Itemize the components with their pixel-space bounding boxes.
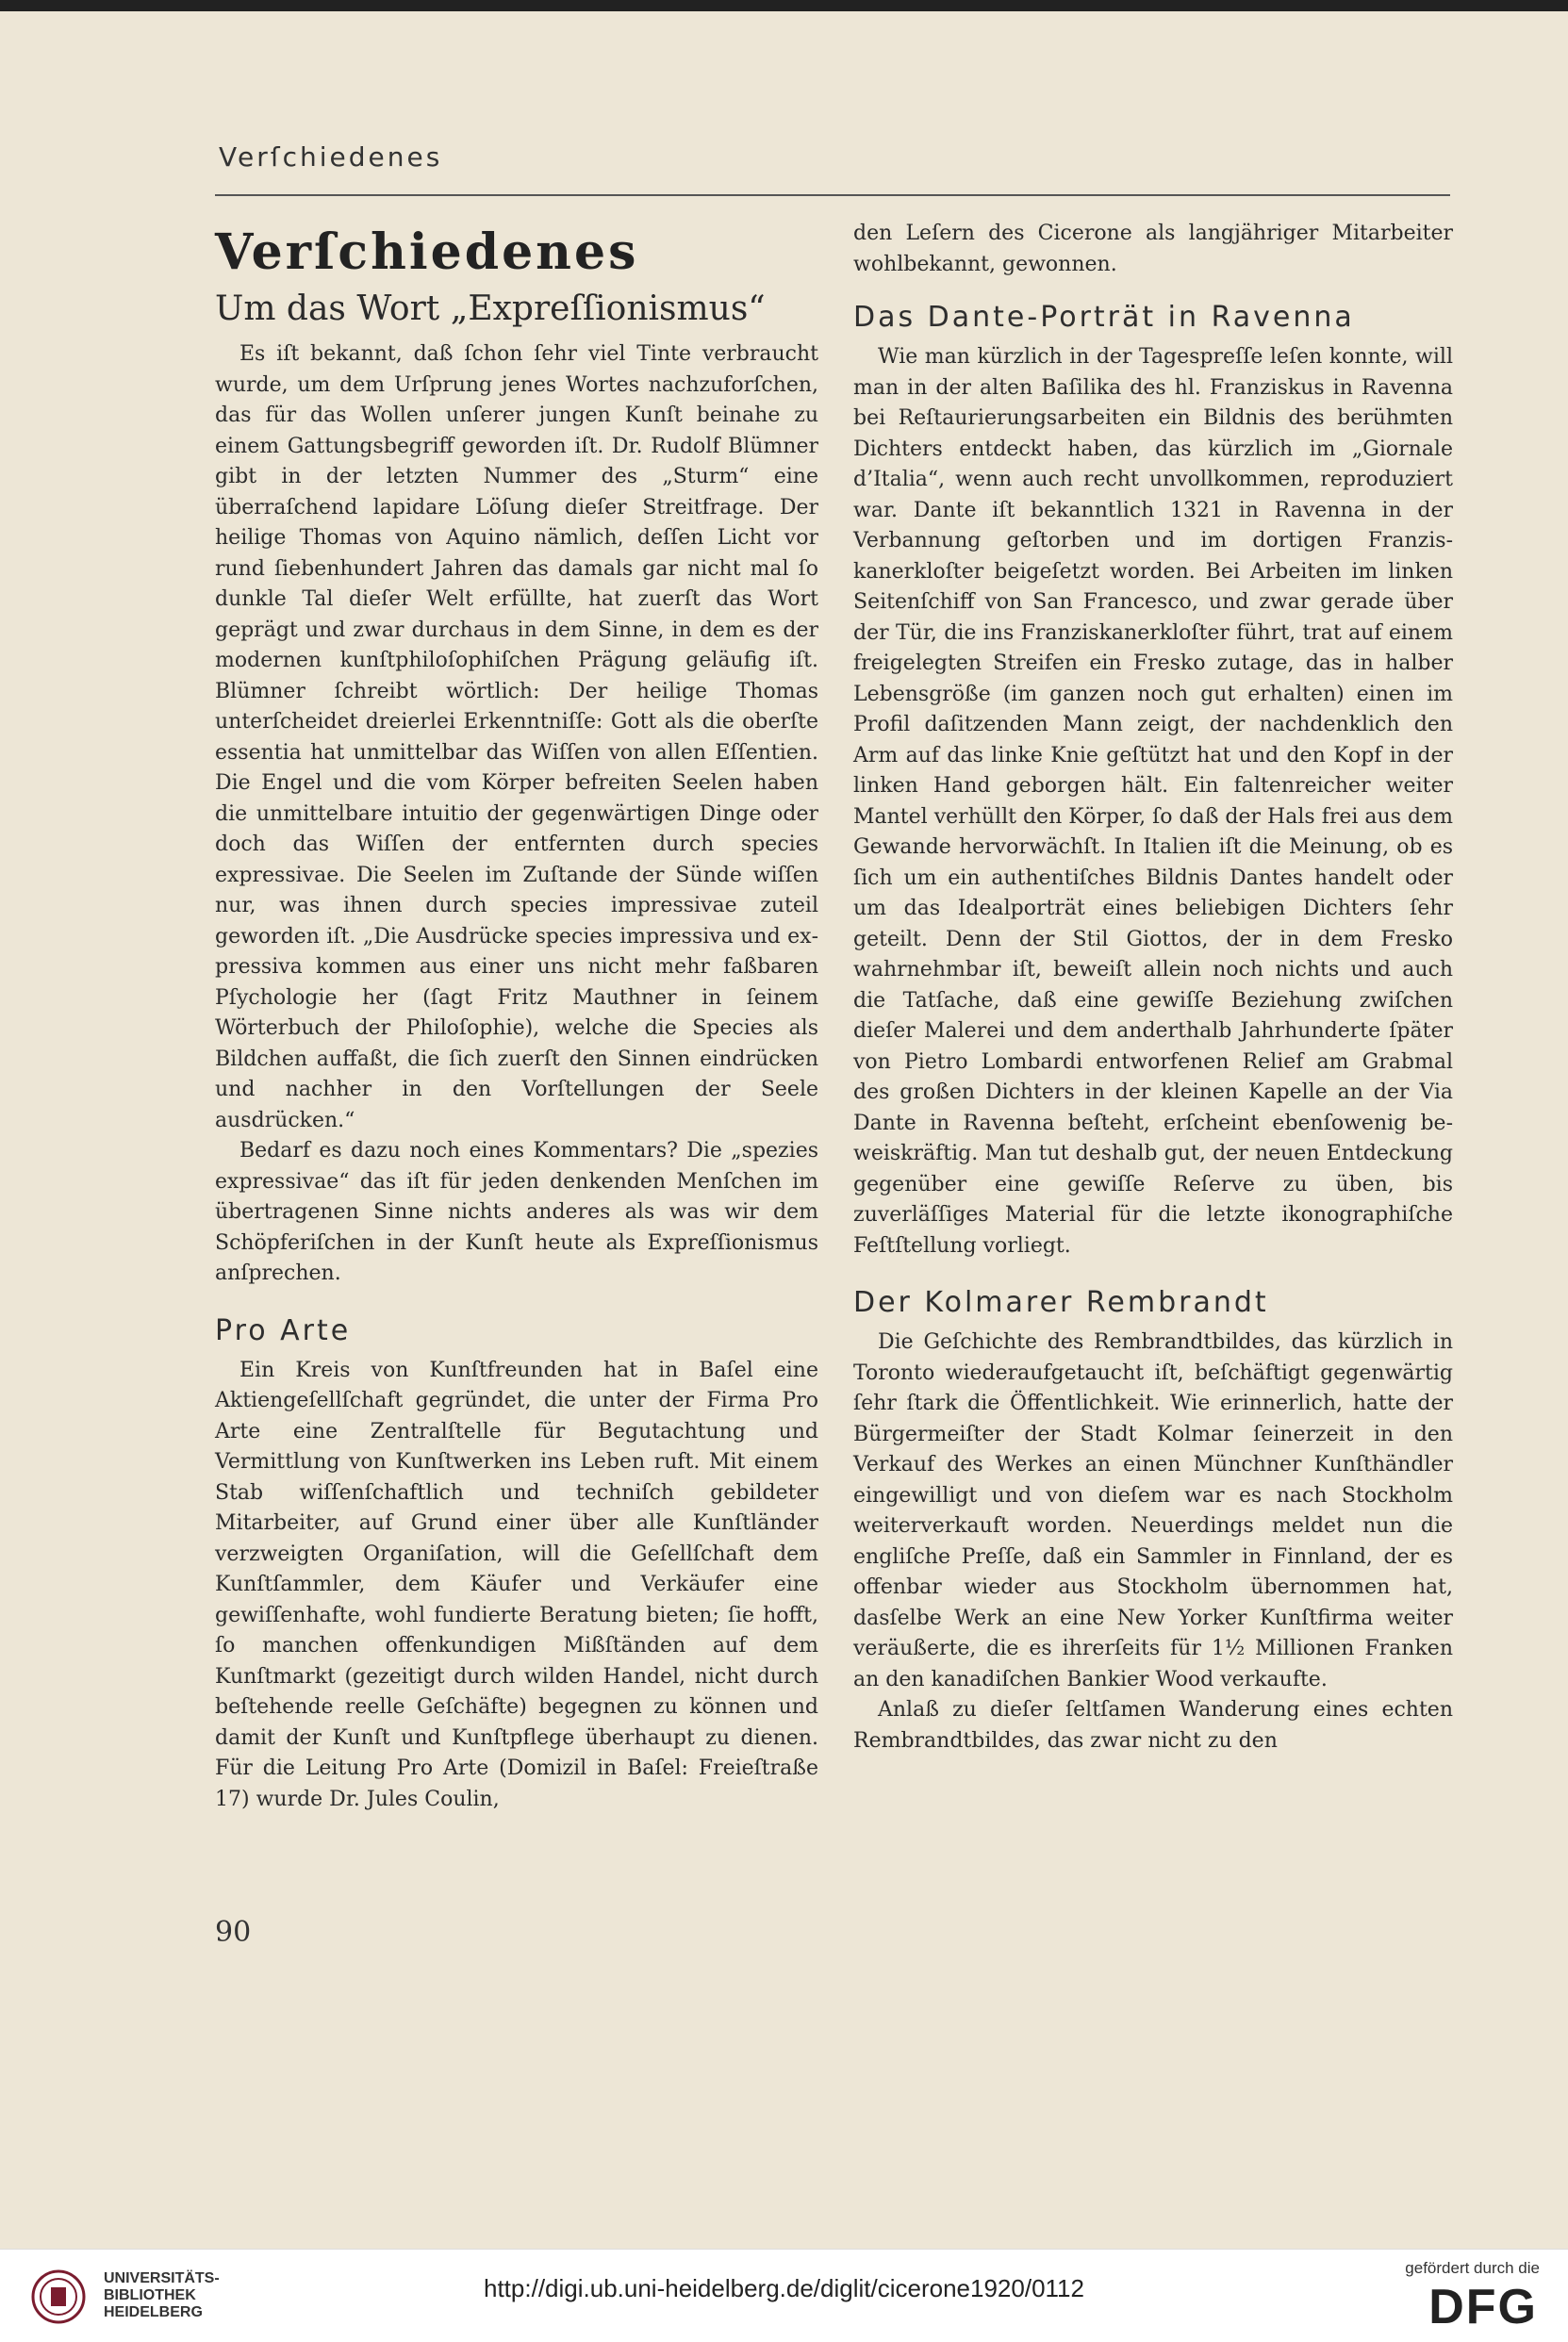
article-paragraph: Anlaß zu dieſer ſeltſamen Wanderung eines echten Rembrandtbildes, das zwar nicht zu den: [853, 1698, 1453, 1753]
article-title-pro-arte: Pro Arte: [215, 1313, 352, 1347]
article-title-dante: Das Dante-Porträt in Ravenna: [853, 301, 1355, 334]
article-title-expressionismus: Um das Wort „Expreſſionismus“: [215, 289, 766, 328]
article-paragraph: Ein Kreis von Kunſtfreunden hat in Baſel eine Aktiengeſellſchaft gegründet, die unter der Firma Pro Arte eine Zentralſtelle für Begutachtung und Vermittlung von Kunſtwerken ins Leben ruft. Mit einem Stab wiſſenſchaftlich und techniſch gebildeter Mitarbeiter, auf Grund einer über alle Kunſtländer verzweigten Organiſation, will die Geſellſchaft dem Kunſtſammler, dem Käufer und Verkäufer eine gewiſſenhafte, wohl fundierte Beratung bieten; ſie hofft, ſo manchen offenkundigen Mißſtänden auf dem Kunſtmarkt (gezeitigt durch wilden Handel, nicht durch beſtehende reelle Geſchäfte) begegnen zu können und damit der Kunſt und Kunſtpflege überhaupt zu dienen. Für die Leitung Pro Arte (Domizil in Baſel: Freieſtraße 17) wurde Dr. Jules Coulin,: [215, 1358, 818, 1811]
institution-line: HEIDELBERG: [104, 2304, 203, 2320]
page-number: 90: [215, 1916, 252, 1949]
right-column: [853, 219, 1453, 1756]
article-paragraph: Die Geſchichte des Rembrandtbildes, das kürzlich in Toronto wiederaufgetaucht iſt, beſchäftigt gegenwärtig ſehr ſtark die Öffentlichkeit. Wie erinnerlich, hatte der Bürgermeiſter der Stadt Kolmar ſeinerzeit in den Verkauf des Werkes an einen Münchner Kunſthändler eingewilligt und von dieſem war es nach Stockholm weiterverkauft worden. Neuerdings meldet nun die engliſche Preſſe, daß ein Sammler in Finnland, der es offenbar wieder aus Stockholm übernommen hat, dasſelbe Werk an eine New Yorker Kunſtfirma weiter veräußerte, die es ihrerſeits für 1½ Millionen Franken an den kanadiſchen Bankier Wood verkaufte.: [853, 1330, 1453, 1691]
section-title: Verſchiedenes: [215, 223, 639, 281]
institution-line: BIBLIOTHEK: [104, 2287, 196, 2303]
running-head: Verſchiedenes: [219, 141, 443, 173]
header-rule: [215, 194, 1450, 196]
institution-line: UNIVERSITÄTS-: [104, 2270, 220, 2286]
article-paragraph: den Leſern des Cicerone als langjähriger Mitarbeiter wohlbekannt, gewonnen.: [853, 222, 1453, 276]
article-paragraph: Wie man kürzlich in der Tagespreſſe leſen konnte, will man in der alten Baſilika des hl. Franziskus in Ravenna bei Reſtaurierungsarbeiten ein Bildnis des berühmten Dichters entdeckt haben, das kürzlich im „Giornale d’Italia“, wenn auch recht unvollkommen, reproduziert war. Dante iſt bekanntlich 1321 in Ravenna in der Verbannung geſtorben und im dortigen Franziskanerkloſter beigeſetzt worden. Bei Arbeiten im linken Seitenſchiff von San Francesco, und zwar gerade über der Tür, die ins Franziskanerkloſter führt, trat auf einem freigelegten Streifen ein Fresko zutage, das in halber Lebensgröße (im ganzen noch gut erhalten) einen im Profil daſitzenden Mann zeigt, der nachdenklich den Arm auf das linke Knie geſtützt hat und den Kopf in der linken Hand geborgen hält. Ein faltenreicher weiter Mantel verhüllt den Körper, ſo daß der Hals frei aus dem Gewande hervorwächſt. In Italien iſt die Meinung, ob es ſich um ein authentiſches Bildnis Dantes handelt oder um das Idealporträt eines beliebigen Dichters ſehr geteilt. Denn der Stil Giottos, der in dem Fresko wahrnehmbar iſt, beweiſt allein noch nichts und auch die Tatſache, daß eine gewiſſe Beziehung zwiſchen dieſer Malerei und dem anderthalb Jahrhunderte ſpäter von Pietro Lombardi entworfenen Relief am Grabmal des großen Dichters in der kleinen Kapelle an der Via Dante in Ravenna beſteht, erſcheint ebenſowenig beweiskräftig. Man tut deshalb gut, der neuen Entdeckung gegenüber eine gewiſſe Reſerve zu üben, bis zuverläſſiges Material für die letzte ikonographiſche Feſtſtellung vorliegt.: [853, 345, 1453, 1258]
funding-caption: gefördert durch die: [1405, 2259, 1540, 2277]
dfg-logo[interactable]: DFG: [1428, 2280, 1538, 2334]
scan-edge: [0, 0, 1568, 11]
footer-bar: [0, 2249, 1568, 2342]
article-paragraph: Es iſt bekannt, daß ſchon ſehr viel Tinte verbraucht wurde, um dem Urſprung jenes Wortes nachzuforſchen, das für das Wollen unſerer jungen Kunſt beinahe zu einem Gattungsbegriff geworden iſt. Dr. Rudolf Blümner gibt in der letzten Nummer des „Sturm“ eine überraſchend lapidare Löſung dieſer Streitfrage. Der heilige Thomas von Aquino nämlich, deſſen Licht vor rund ſiebenhundert Jahren das damals gar nicht mal ſo dunkle Tal dieſer Welt erfüllte, hat zuerſt das Wort geprägt und zwar durchaus in dem Sinne, in dem es der modernen kunſtphiloſophiſchen Prägung geläufig iſt. Blümner ſchreibt wörtlich: Der heilige Thomas unterſcheidet dreierlei Erkenntniſſe: Gott als die oberſte essentia hat unmittelbar das Wiſſen von allen Eſſentien. Die Engel und die vom Körper befreiten Seelen haben die unmittelbare intuitio der gegenwärtigen Dinge oder doch das Wiſſen der entfernten durch species expressivae. Die Seelen im Zuſtande der Sünde wiſſen nur, was ihnen durch species impressivae zuteil geworden iſt. „Die Ausdrücke species impressiva und expressiva kommen aus einer uns nicht mehr faßbaren Pſychologie her (ſagt Fritz Mauthner in ſeinem Wörterbuch der Philoſophie), welche die Species als Bildchen auffaßt, die ſich zuerſt den Sinnen eindrücken und nachher in den Vorſtellungen der Seele ausdrücken.“: [215, 342, 818, 1132]
article-title-kolmar: Der Kolmarer Rembrandt: [853, 1286, 1269, 1319]
article-paragraph: Bedarf es dazu noch eines Kommentars? Die „spezies expressivae“ das iſt für jeden denkenden Menſchen im übertragenen Sinne nichts anderes als was wir dem Schöpferiſchen in der Kunſt heute als Expreſſionismus anſprechen.: [215, 1139, 818, 1285]
source-url-link[interactable]: http://digi.ub.uni-heidelberg.de/diglit/cicerone1920/0112: [484, 2274, 1084, 2302]
left-column: [215, 219, 818, 1815]
